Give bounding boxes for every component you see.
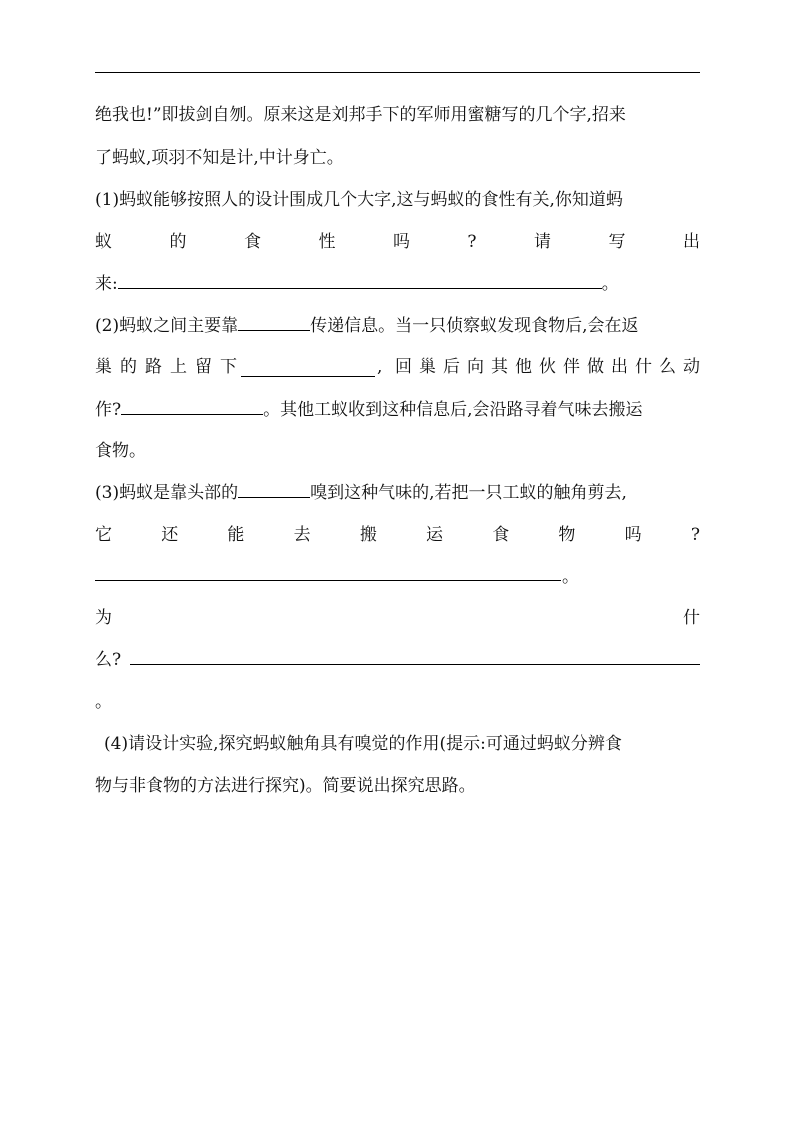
q2-text-c: 作?	[95, 400, 122, 420]
q3-text-a: (3)蚂蚁是靠头部的	[95, 483, 239, 503]
q2-line-3	[95, 395, 700, 425]
q3-line-1	[95, 478, 700, 508]
q1-word: 性	[318, 232, 336, 252]
q3-word: 还	[161, 525, 179, 545]
q2-word: 路	[145, 357, 162, 377]
q2-word: 动	[683, 357, 700, 377]
q1-word: 蚁	[95, 232, 112, 252]
q1-word: 写	[608, 232, 626, 252]
q3-answer-blank-2[interactable]	[130, 664, 700, 665]
q3-line-5	[95, 645, 700, 675]
q2-blank-signal[interactable]	[238, 312, 310, 331]
q3-line-4	[95, 603, 700, 633]
q3-word: 它	[95, 525, 112, 545]
q3-word: 吗	[624, 525, 642, 545]
q1-word: ?	[467, 232, 477, 252]
q2-word: 留	[195, 357, 212, 377]
q1-word: 出	[683, 232, 700, 252]
q2-word: 其	[491, 357, 508, 377]
q3-word: 食	[492, 525, 510, 545]
q3-word: 物	[558, 525, 576, 545]
q2-text-a: (2)蚂蚁之间主要靠	[95, 316, 239, 336]
q2-word: 出	[611, 357, 628, 377]
q1-word: 的	[169, 232, 187, 252]
q2-blank-trail[interactable]	[241, 358, 375, 377]
q2-word: 做	[587, 357, 604, 377]
q3-blank-organ[interactable]	[238, 479, 310, 498]
q3-text-b: 嗅到这种气味的,若把一只工蚁的触角剪去,	[310, 483, 627, 503]
q2-line-4: 食物。	[95, 441, 146, 461]
q2-word: 下	[220, 357, 237, 377]
q3-word: 能	[227, 525, 245, 545]
intro-line-1: 绝我也!”即拔剑自刎。原来这是刘邦手下的军师用蜜糖写的几个字,招来	[95, 105, 626, 125]
q1-answer-label: 来:	[95, 274, 118, 294]
q3-word: 什	[683, 608, 700, 628]
q2-word: 伙	[539, 357, 556, 377]
intro-line-2: 了蚂蚁,项羽不知是计,中计身亡。	[95, 148, 344, 168]
q3-line-6: 。	[95, 692, 112, 712]
q1-line-1: (1)蚂蚁能够按照人的设计围成几个大字,这与蚂蚁的食性有关,你知道蚂	[95, 190, 623, 210]
q3-period: 。	[562, 567, 579, 587]
q3-word: 为	[95, 608, 112, 628]
q2-word: 回	[395, 357, 412, 377]
q3-word: ?	[690, 525, 700, 545]
q2-line-2	[95, 352, 700, 382]
header-rule	[95, 72, 700, 73]
q3-word: 去	[293, 525, 311, 545]
q2-word: 他	[515, 357, 532, 377]
q2-blank-action[interactable]	[121, 396, 263, 415]
q2-word: 的	[120, 357, 137, 377]
q1-answer-blank[interactable]	[118, 270, 602, 289]
q2-word: 巢	[95, 357, 112, 377]
q2-word: 么	[659, 357, 676, 377]
q3-word: 运	[426, 525, 444, 545]
q2-text-b: 传递信息。当一只侦察蚁发现食物后,会在返	[310, 316, 639, 336]
q2-word: 后	[443, 357, 460, 377]
q1-word: 请	[534, 232, 552, 252]
q4-line-1: (4)请设计实验,探究蚂蚁触角具有嗅觉的作用(提示:可通过蚂蚁分辨食	[104, 734, 622, 754]
q1-line-3	[95, 269, 700, 299]
q2-line-1	[95, 311, 700, 341]
q2-text-d: 。其他工蚁收到这种信息后,会沿路寻着气味去搬运	[263, 400, 643, 420]
q3-line-2	[95, 520, 700, 550]
q1-period: 。	[601, 274, 619, 294]
q2-comma: ,	[377, 357, 383, 377]
q1-word: 食	[243, 232, 261, 252]
q2-word: 向	[467, 357, 484, 377]
q2-word: 上	[170, 357, 187, 377]
q2-word: 什	[635, 357, 652, 377]
q1-word: 吗	[392, 232, 410, 252]
q3-answer-blank-1[interactable]	[95, 580, 561, 581]
q2-word: 巢	[419, 357, 436, 377]
q2-word: 伴	[563, 357, 580, 377]
q3-word: 搬	[359, 525, 377, 545]
q4-line-2: 物与非食物的方法进行探究)。简要说出探究思路。	[95, 776, 476, 796]
q3-why-label: 么?	[95, 650, 122, 670]
q1-line-2	[95, 227, 700, 257]
